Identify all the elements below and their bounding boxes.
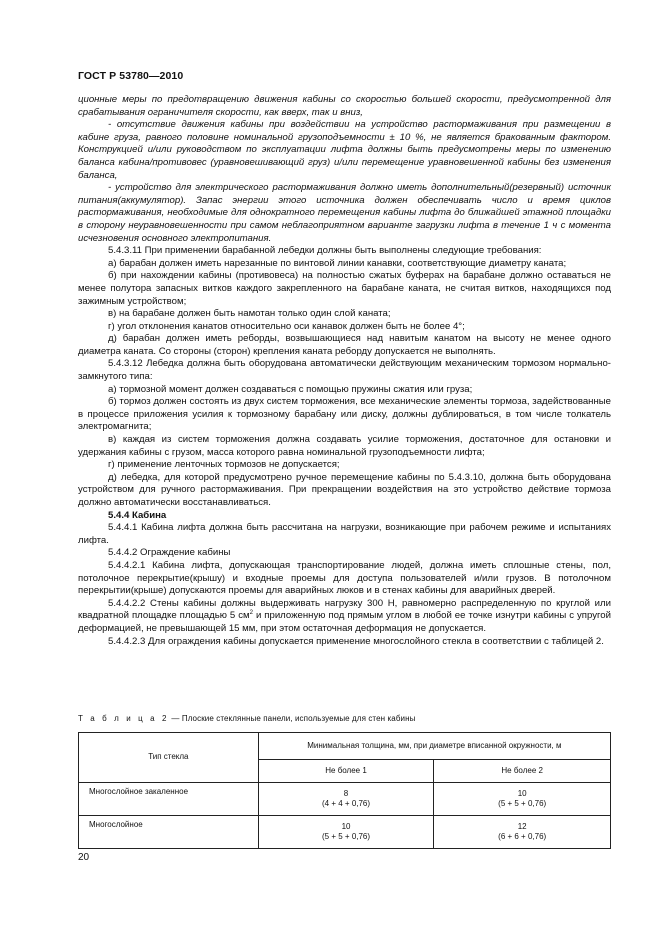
- list-item: г) применение ленточных тормозов не допускается;: [108, 459, 340, 471]
- value-main: 8: [343, 788, 349, 798]
- paragraph: - отсутствие движения кабины при воздействии на устройство растормаживания при размещении в кабине груза, равного половине номинальной грузоподъемности ± 10 %, не является бракованным фактором. Конструкцией и/или руководством по эксплуатации лифта должны быть предусмотрены меры по изменению баланса кабина/противовес (уравновешивающий груз) и/или перемещение уравновешенной кабины без изменения баланса,: [78, 119, 611, 181]
- list-item: д) лебедка, для которой предусмотрено ручное перемещение кабины по 5.4.3.10, должна быть оборудована устройством для ручного растормаживания. При прекращении воздействия на это устройство действие тормоза должно автоматически восстанавливаться.: [78, 471, 611, 508]
- list-item: б) при нахождении кабины (противовеса) на полностью сжатых буферах на барабане должно оставаться не менее полутора запасных витков каждого закрепленного на барабане каната, не считая витков, находящихся под зажимным устройством;: [78, 270, 611, 307]
- table-row: [79, 783, 611, 816]
- cell-type: Многослойное закаленное: [79, 783, 259, 816]
- clause-5-4-4-2: 5.4.4.2 Ограждение кабины: [108, 547, 231, 559]
- clause-5-4-4-2-3: 5.4.4.2.3 Для ограждения кабины допускается применение многослойного стекла в соответствии с таблицей 2.: [108, 635, 604, 647]
- value-detail: (6 + 6 + 0,76): [498, 832, 547, 841]
- header-cell-col1: Не более 1: [258, 760, 434, 783]
- clause-5-4-4-2-1: 5.4.4.2.1 Кабина лифта, допускающая транспортирование людей, должна иметь сплошные стены, пол, потолочное перекрытие(крышу) и входные проемы для доступа пользователей и/или грузов. В потолочном перекрытии(крыше) допускаются проемы для аварийных люков и в стенах кабины для аварийных дверей.: [78, 559, 611, 597]
- header-cell-col2: Не более 2: [434, 760, 611, 783]
- superscript: 2: [249, 610, 253, 617]
- list-item: г) угол отклонения канатов относительно оси канавок должен быть не более 4°;: [108, 320, 465, 332]
- list-item: б) тормоз должен состоять из двух систем торможения, все механические элементы тормоза, задействованные в процессе приложения усилия к тормозному барабану или диску, должны дублироваться, в том числе толкатель электромагнита;: [78, 396, 611, 433]
- table-row: [79, 816, 611, 849]
- clause-text: и приложенную под прямым углом в любой ее точке изнутри кабины с упругой деформацией, не превышающей 15 мм, при этом остаточная деформация не допускается.: [78, 610, 611, 634]
- document-header: ГОСТ Р 53780—2010: [78, 70, 184, 82]
- list-item: а) тормозной момент должен создаваться с помощью пружины сжатия или груза;: [108, 383, 473, 395]
- paragraph: ционные меры по предотвращению движения кабины со скоростью большей скорости, предусмотренной для срабатывания ограничителя скорости, как вверх, так и вниз,: [78, 94, 611, 118]
- list-item: а) барабан должен иметь нарезанные по винтовой линии канавки, соответствующие диаметру каната;: [108, 257, 567, 269]
- list-item: д) барабан должен иметь реборды, возвышающиеся над навитым канатом на высоту не менее одного диаметра каната. Со стороны (сторон) крепления каната реборду допускается не выполнять.: [78, 333, 611, 357]
- clause-5-4-3-11: 5.4.3.11 При применении барабанной лебедки должны быть выполнены следующие требования:: [108, 245, 542, 257]
- table-caption: [78, 714, 415, 723]
- glass-panels-table: [78, 732, 611, 849]
- header-cell-group: Минимальная толщина, мм, при диаметре вписанной окружности, м: [258, 733, 610, 760]
- paragraph: - устройство для электрического растормаживания должно иметь дополнительный(резервный) источник питания(аккумулятор). Запас энергии этого источника должен обеспечивать число и время циклов растормаживания, необходимые для однократного перемещения кабины лифта до ближайшей этажной площадки в сторону неуравновешенности при самом неблагоприятном варианте загрузки лифта в течение 1 ч с момента исчезновения основного электропитания.: [78, 182, 611, 244]
- table-caption-label: Т а б л и ц а 2: [78, 714, 170, 723]
- value-detail: (5 + 5 + 0,76): [322, 832, 371, 841]
- clause-5-4-4-1: 5.4.4.1 Кабина лифта должна быть рассчитана на нагрузки, возникающие при рабочем режиме и испытаниях лифта.: [78, 522, 611, 546]
- header-cell-type: Тип стекла: [79, 733, 259, 783]
- cell-type: Многослойное: [79, 816, 259, 849]
- document-body: [78, 94, 611, 648]
- cell-value: [258, 816, 434, 849]
- value-detail: (5 + 5 + 0,76): [498, 799, 547, 808]
- value-detail: (4 + 4 + 0,76): [322, 799, 371, 808]
- cell-value: [434, 816, 611, 849]
- table-header-row: [79, 733, 611, 760]
- clause-5-4-3-12: 5.4.3.12 Лебедка должна быть оборудована автоматически действующим механическим тормозом нормально-замкнутого типа:: [78, 358, 611, 383]
- clause-5-4-4-2-2: [78, 598, 611, 636]
- value-main: 10: [341, 821, 351, 831]
- value-main: 10: [517, 788, 527, 798]
- cell-value: [258, 783, 434, 816]
- section-heading-cabin: 5.4.4 Кабина: [108, 509, 167, 521]
- clause-text: 5.4.4.2.2 Стены кабины должны выдерживать нагрузку 300 Н, равномерно распределенную по круглой или квадратной площадке площадью 5 см: [78, 597, 611, 622]
- page-number: 20: [78, 852, 90, 863]
- table-caption-text: — Плоские стеклянные панели, используемые для стен кабины: [169, 714, 416, 723]
- value-main: 12: [517, 821, 527, 831]
- list-item: в) на барабане должен быть намотан только один слой каната;: [108, 308, 391, 320]
- cell-value: [434, 783, 611, 816]
- list-item: в) каждая из систем торможения должна создавать усилие торможения, достаточное для остановки и удержания кабины с грузом, масса которого равна номинальной грузоподъемности лифта;: [78, 434, 611, 458]
